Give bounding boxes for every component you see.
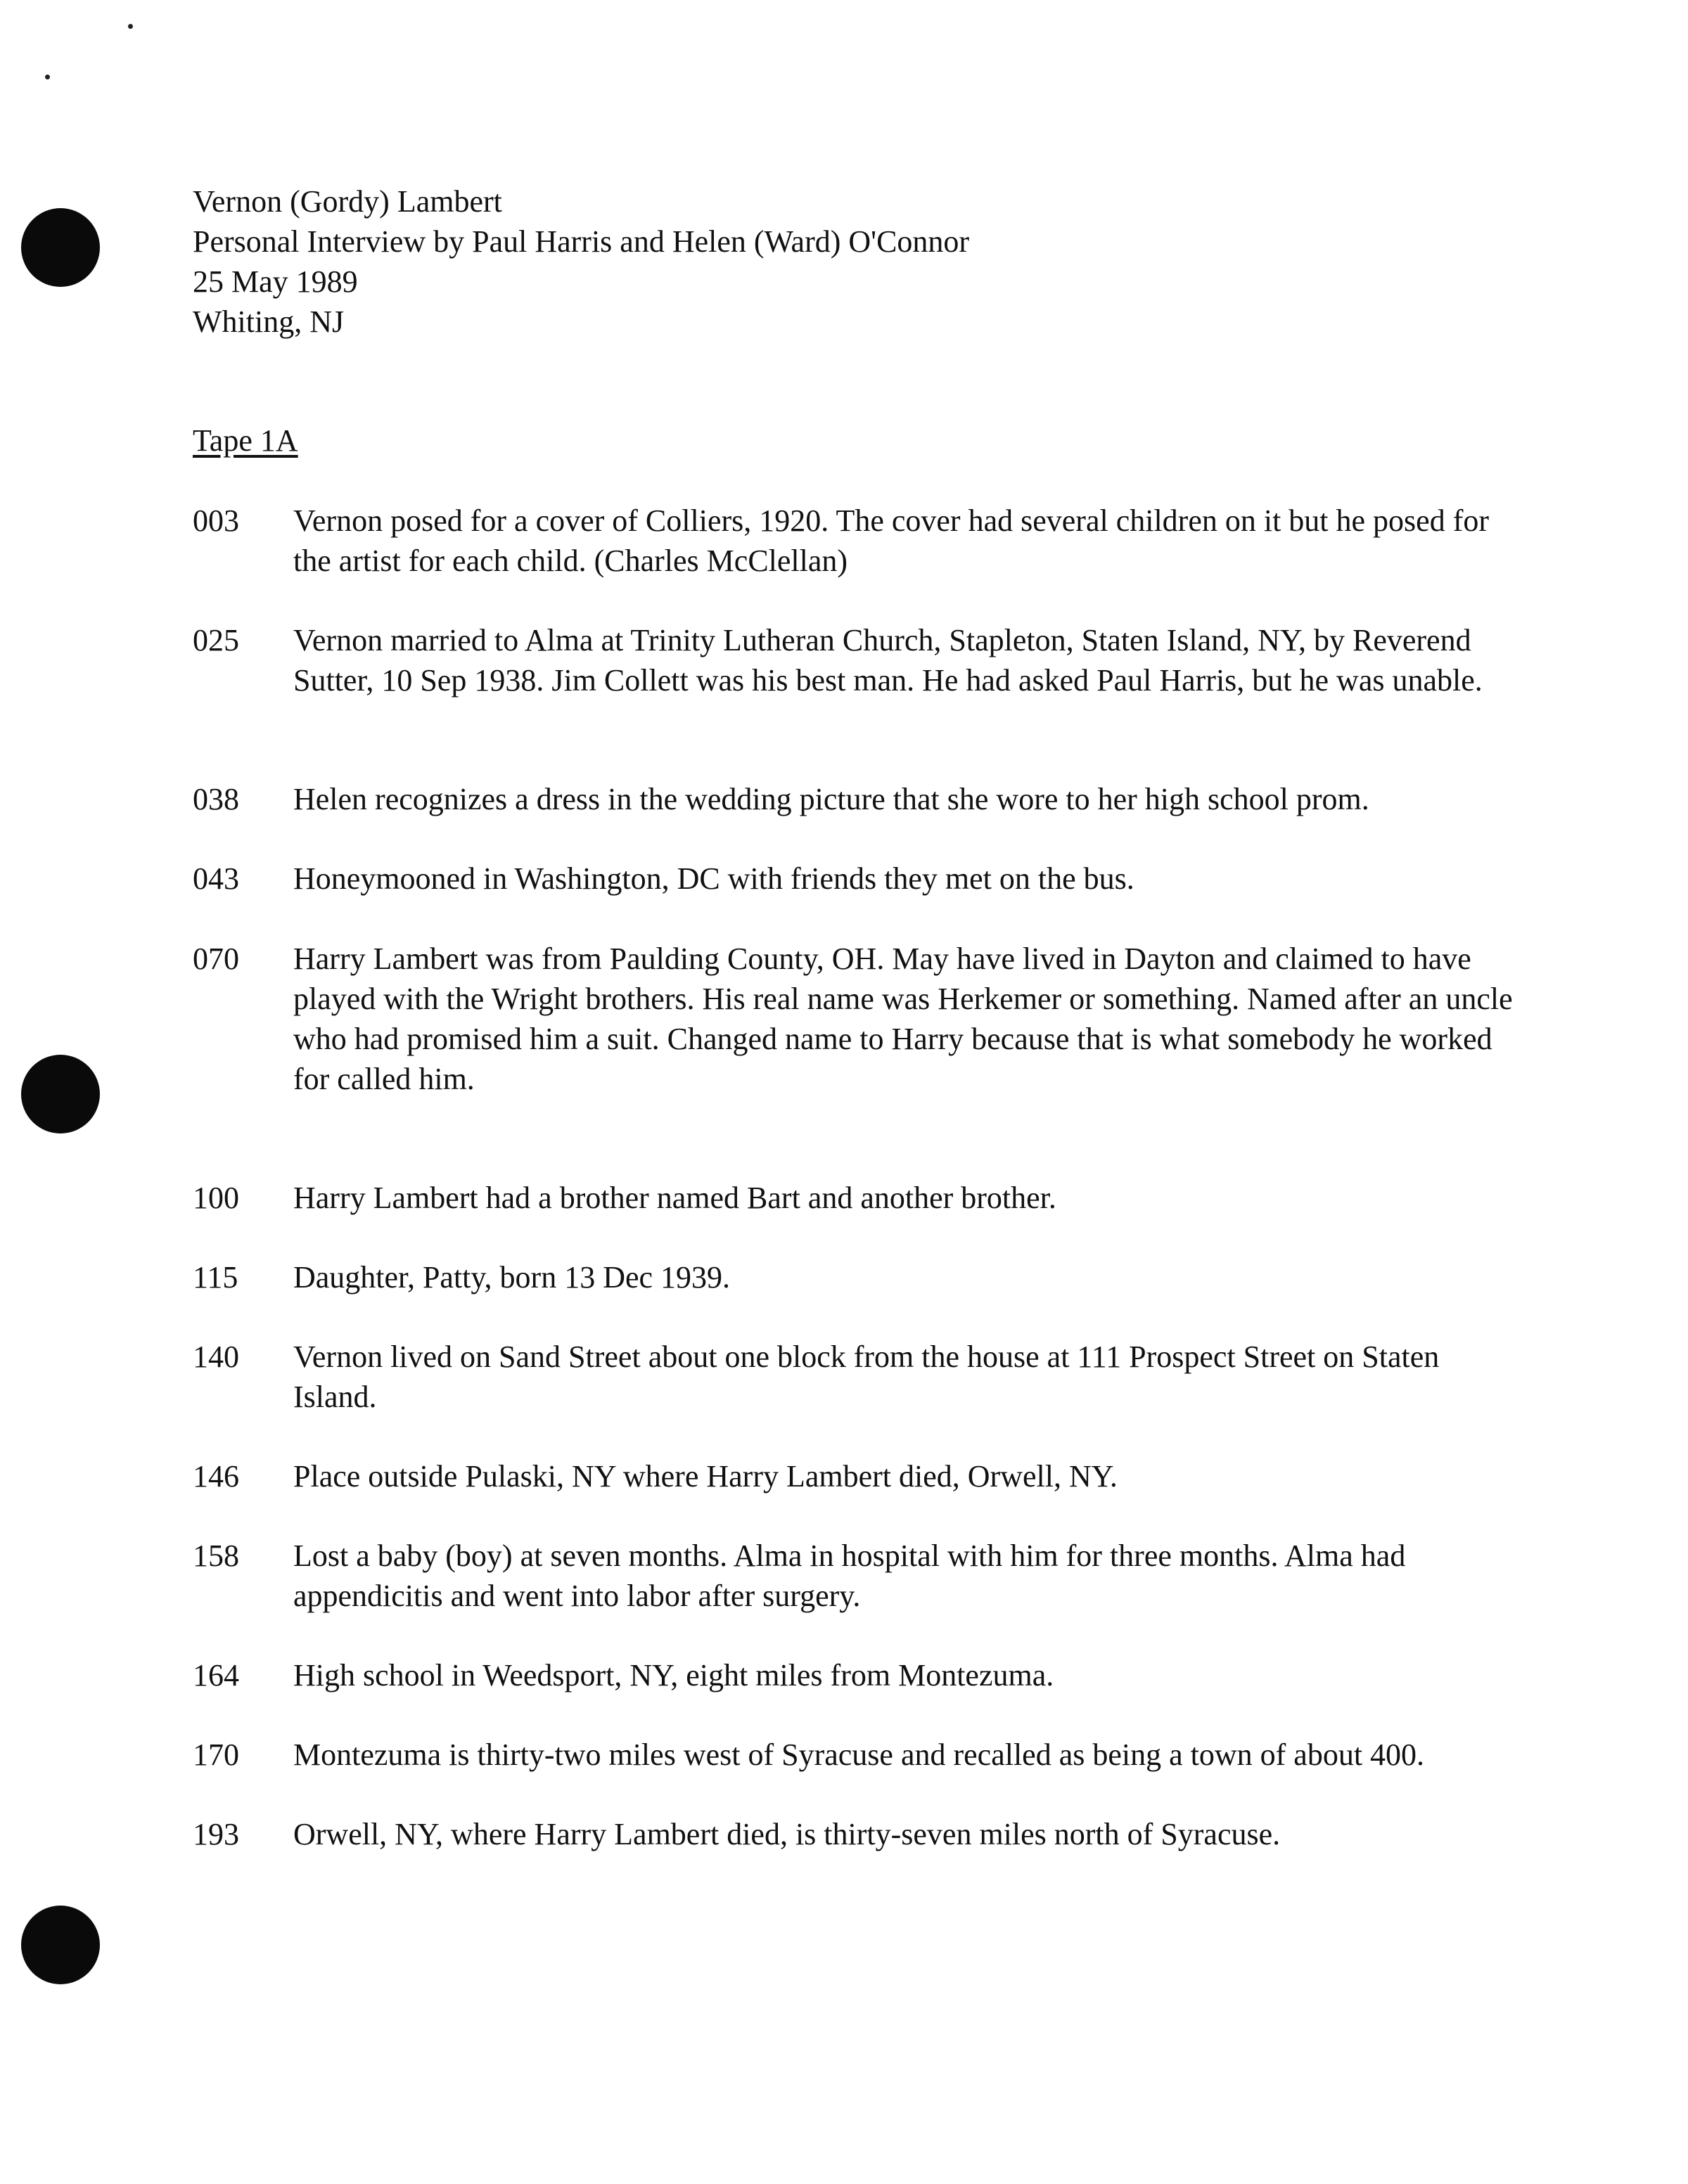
punch-hole-top xyxy=(21,208,100,287)
entry-text: Vernon married to Alma at Trinity Lutheran Church, Stapleton, Staten Island, NY, by Reverend Sutter, 10 Sep 1938. Jim Collett was his best man. He had asked Paul Harris, but he was unable. xyxy=(293,623,1483,698)
entry-counter: 170 xyxy=(193,1737,239,1772)
tape-label: Tape 1A xyxy=(193,423,298,458)
entry-counter: 140 xyxy=(193,1340,239,1374)
interview-location: Whiting, NJ xyxy=(193,304,345,339)
entry-text: Place outside Pulaski, NY where Harry Lambert died, Orwell, NY. xyxy=(293,1459,1118,1494)
entry-counter: 038 xyxy=(193,782,239,816)
document-header xyxy=(193,181,969,342)
entry-counter: 003 xyxy=(193,503,239,538)
entry-text: Montezuma is thirty-two miles west of Syracuse and recalled as being a town of about 400. xyxy=(293,1737,1425,1772)
entry-counter: 025 xyxy=(193,623,239,657)
entry-text: High school in Weedsport, NY, eight miles from Montezuma. xyxy=(293,1658,1054,1692)
entry-text: Vernon lived on Sand Street about one block from the house at 111 Prospect Street on Staten Island. xyxy=(293,1340,1440,1414)
entry-text: Daughter, Patty, born 13 Dec 1939. xyxy=(293,1260,731,1295)
entry-text: Orwell, NY, where Harry Lambert died, is thirty-seven miles north of Syracuse. xyxy=(293,1817,1281,1851)
interview-credit: Personal Interview by Paul Harris and Helen (Ward) O'Connor xyxy=(193,224,970,259)
punch-hole-middle xyxy=(21,1055,100,1133)
interview-date: 25 May 1989 xyxy=(193,264,358,299)
entry-counter: 193 xyxy=(193,1817,239,1851)
entry-text: Vernon posed for a cover of Colliers, 1920. The cover had several children on it but he posed for the artist for each child. (Charles McClellan) xyxy=(293,503,1490,578)
entry-counter: 070 xyxy=(193,942,239,976)
entry-text: Harry Lambert had a brother named Bart and another brother. xyxy=(293,1181,1056,1215)
scan-speck xyxy=(45,75,50,79)
entry-text: Honeymooned in Washington, DC with friends they met on the bus. xyxy=(293,861,1134,896)
punch-hole-bottom xyxy=(21,1906,100,1984)
entry-counter: 164 xyxy=(193,1658,239,1692)
entry-counter: 158 xyxy=(193,1539,239,1573)
interviewee-name: Vernon (Gordy) Lambert xyxy=(193,184,502,219)
entry-counter: 115 xyxy=(193,1260,238,1295)
entry-text: Helen recognizes a dress in the wedding picture that she wore to her high school prom. xyxy=(293,782,1369,816)
entry-counter: 100 xyxy=(193,1181,239,1215)
scan-speck xyxy=(128,24,133,29)
entry-text: Harry Lambert was from Paulding County, OH. May have lived in Dayton and claimed to have played with the Wright brothers. His real name was Herkemer or something. Named after an uncle who had promised him a suit. Changed name to Harry because that is what somebody he worked for called him. xyxy=(293,942,1513,1096)
entry-counter: 043 xyxy=(193,861,239,896)
entry-counter: 146 xyxy=(193,1459,239,1494)
entry-text: Lost a baby (boy) at seven months. Alma in hospital with him for three months. Alma had appendicitis and went into labor after surgery. xyxy=(293,1539,1406,1613)
